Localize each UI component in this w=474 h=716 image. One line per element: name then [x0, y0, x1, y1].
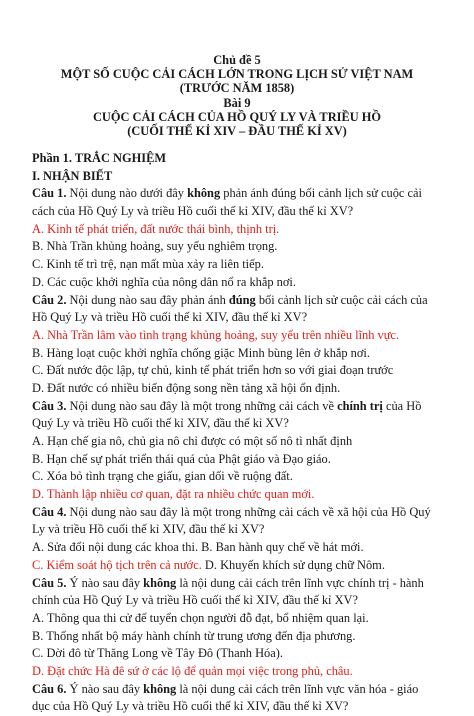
emphasis: đúng: [228, 292, 256, 307]
lesson-title-period: (CUỐI THẾ KỈ XIV – ĐẦU THẾ KỈ XV): [127, 124, 347, 138]
question-stem-cont: chính của Hồ Quý Ly và triều Hồ cuối thế kỉ XIV, đầu thế kỉ XV?: [32, 593, 358, 608]
answer-option: C. Dời đô từ Thăng Long về Tây Đô (Thanh Hóa).: [32, 646, 283, 661]
answer-option: A. Hạn chế gia nô, chủ gia nô chỉ được có một số nô tì nhất định: [32, 434, 353, 448]
topic-title: MỘT SỐ CUỘC CẢI CÁCH LỚN TRONG LỊCH SỬ VIỆT NAM: [60, 67, 414, 81]
question-label: Câu 6.: [32, 681, 67, 696]
answer-option-correct: C. Kiểm soát hộ tịch trên cả nước.: [32, 557, 202, 572]
question-stem: Câu 5. Ý nào sau đây không là nội dung cải cách trên lĩnh vực chính trị - hành: [32, 575, 424, 590]
question-5: [32, 575, 444, 681]
answer-option-correct: A. Nhà Trần lâm vào tình trạng khủng hoảng, suy yếu trên nhiều lĩnh vực.: [32, 327, 400, 342]
answer-option: D. Khuyến khích sử dụng chữ Nôm.: [201, 557, 385, 572]
question-1: [32, 185, 444, 291]
question-2: [32, 292, 444, 398]
answer-option: D. Đất nước có nhiều biến động song nền tảng xã hội ổn định.: [32, 380, 341, 395]
part-heading: Phần 1. TRẮC NGHIỆM: [32, 151, 167, 165]
question-stem-cont: Hồ Quý Ly và triều Hồ cuối thế kỉ XIV, đầu thế kỉ XV?: [32, 310, 308, 325]
question-stem: Câu 1. Nội dung nào dưới đây không phản ánh đúng bối cảnh lịch sử cuộc cải: [32, 186, 422, 201]
answer-option: B. Hạn chế sự phát triển thái quá của Phật giáo và Đạo giáo.: [32, 451, 331, 466]
question-3: [32, 398, 444, 504]
question-label: Câu 2.: [32, 292, 67, 307]
answer-options-ab: A. Sửa đổi nội dung các khoa thi. B. Ban hành quy chế về hát mới.: [32, 540, 364, 555]
question-label: Câu 1.: [32, 186, 67, 201]
question-stem-cont: Ly và triều Hồ cuối thế kỉ XIV, đầu thế kỉ XV?: [32, 522, 265, 537]
question-label: Câu 4.: [32, 504, 67, 519]
question-stem-cont: cách của Hồ Quý Ly và triều Hồ cuối thế kỉ XIV, đầu thế kỉ XV?: [32, 204, 354, 219]
question-stem: Câu 3. Nội dung nào sau đây là một trong những cải cách về chính trị của Hồ: [32, 398, 422, 413]
emphasis: không: [143, 681, 177, 696]
question-6: [32, 681, 444, 716]
answer-option: A. Thông qua thi cử để tuyển chọn người đỗ đạt, bổ nhiệm quan lại.: [32, 610, 369, 625]
lesson-heading: Bài 9: [223, 96, 251, 110]
answer-option: B. Hàng loạt cuộc khởi nghĩa chống giặc Minh bùng lên ở khắp nơi.: [32, 345, 370, 360]
question-stem: Câu 2. Nội dung nào sau đây phản ánh đúng bối cảnh lịch sử cuộc cải cách của: [32, 292, 428, 307]
answer-options-cd: [32, 557, 444, 575]
answer-option: B. Thống nhất bộ máy hành chính từ trung ương đến địa phương.: [32, 628, 356, 643]
emphasis: chính trị: [337, 398, 383, 413]
question-4: [32, 504, 444, 575]
emphasis: không: [143, 575, 177, 590]
question-stem: Câu 6. Ý nào sau đây không là nội dung cải cách trên lĩnh vực văn hóa - giáo: [32, 681, 419, 696]
answer-option-correct: D. Thành lập nhiều cơ quan, đặt ra nhiều chức quan mới.: [32, 487, 315, 502]
answer-option-correct: A. Kinh tế phát triển, đất nước thái bình, thịnh trị.: [32, 221, 280, 236]
answer-option: C. Đất nước độc lập, tự chủ, kinh tế phát triển hơn so với giai đoạn trước: [32, 363, 394, 378]
question-label: Câu 3.: [32, 398, 67, 413]
emphasis: không: [187, 186, 221, 201]
answer-option: D. Các cuộc khởi nghĩa của nông dân nổ ra khắp nơi.: [32, 274, 296, 289]
answer-option-correct: D. Đặt chức Hà đê sứ ở các lộ để quản mọi việc trong phủ, châu.: [32, 663, 353, 678]
answer-option: B. Nhà Trần khủng hoảng, suy yếu nghiêm trọng.: [32, 239, 278, 254]
topic-heading: Chủ đề 5: [213, 53, 261, 67]
topic-title-period: (TRƯỚC NĂM 1858): [179, 81, 295, 95]
question-label: Câu 5.: [32, 575, 67, 590]
document-body: [32, 150, 444, 716]
answer-option: C. Kinh tế trì trệ, nạn mất mùa xảy ra liên tiếp.: [32, 257, 264, 272]
answer-option: C. Xóa bỏ tình trạng che giấu, gian dối về ruộng đất.: [32, 469, 293, 484]
question-stem: Câu 4. Nội dung nào sau đây là một trong những cải cách về xã hội của Hồ Quý: [32, 504, 431, 519]
question-stem-cont: dục của Hồ Quý Ly và triều Hồ cuối thế kỉ XIV, đầu thế kỉ XV?: [32, 699, 349, 714]
lesson-title: CUỘC CẢI CÁCH CỦA HỒ QUÝ LY VÀ TRIỀU HỒ: [92, 110, 382, 124]
level-heading: I. NHẬN BIẾT: [32, 168, 113, 183]
question-stem-cont: Quý Ly và triều Hồ cuối thế kỉ XIV, đầu thế kỉ XV?: [32, 416, 289, 431]
